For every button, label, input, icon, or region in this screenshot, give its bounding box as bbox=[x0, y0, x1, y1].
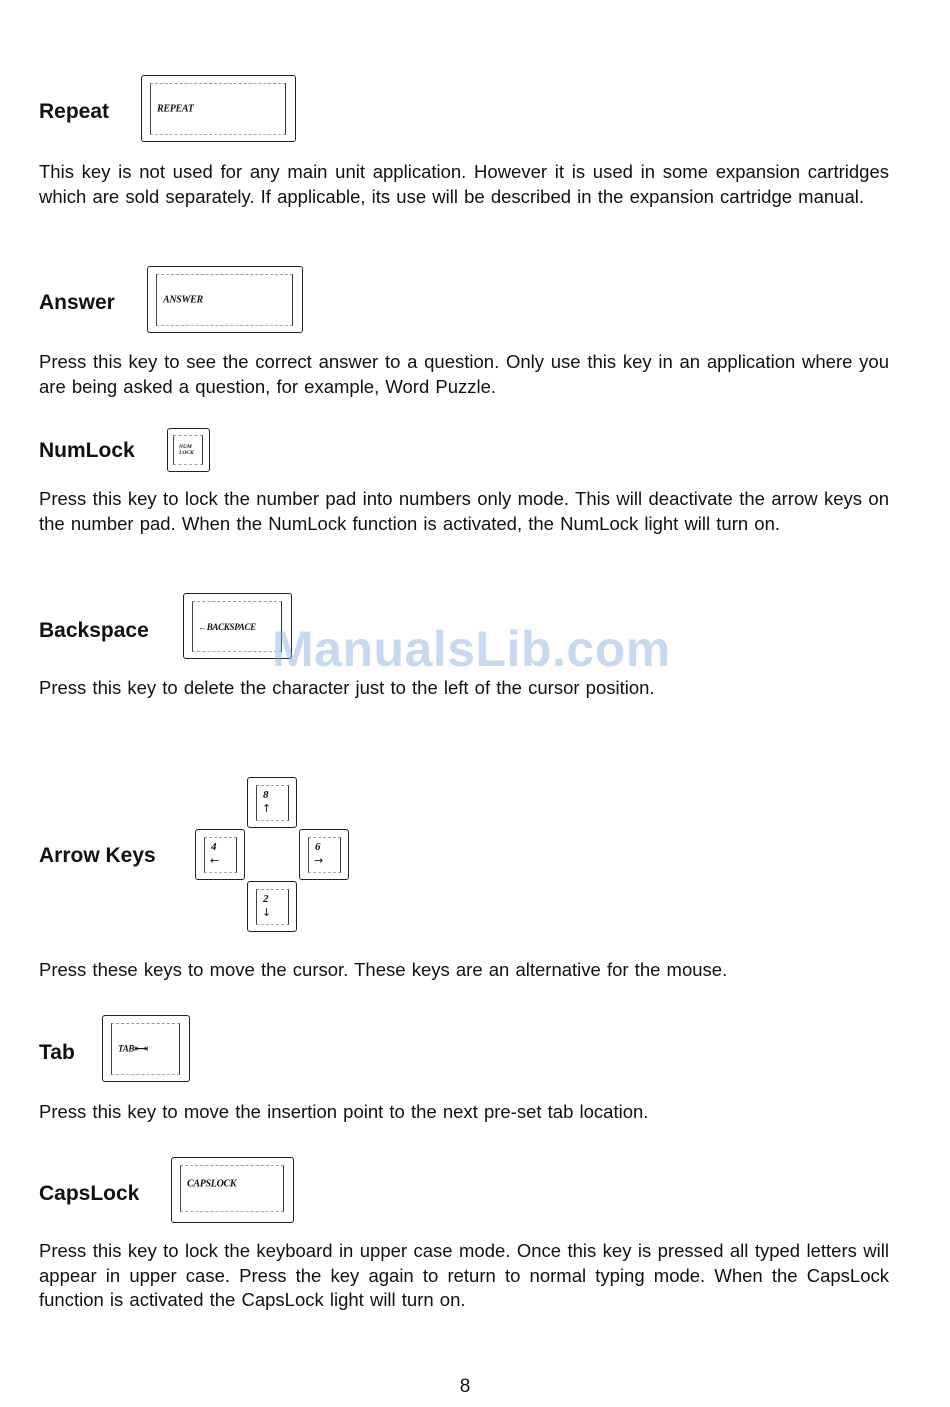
capslock-key-icon bbox=[171, 1157, 294, 1223]
arrow-keys-description: Press these keys to move the cursor. These keys are an alternative for the mouse. bbox=[39, 959, 728, 980]
down-arrow-icon: ↓ bbox=[262, 906, 272, 919]
tab-heading: Tab bbox=[39, 1041, 75, 1064]
arrow-keys-heading: Arrow Keys bbox=[39, 844, 156, 867]
left-arrow-key-icon bbox=[195, 829, 245, 880]
down-arrow-key-icon bbox=[247, 881, 297, 932]
numlock-key-icon bbox=[167, 428, 210, 472]
tab-description: Press this key to move the insertion point to the next pre-set tab location. bbox=[39, 1101, 649, 1122]
right-arrow-key-icon bbox=[299, 829, 349, 880]
numlock-key-label bbox=[179, 444, 194, 456]
numlock-key-label-line2: LOCK bbox=[179, 450, 194, 456]
tab-key-label bbox=[118, 1044, 147, 1055]
answer-heading: Answer bbox=[39, 291, 115, 314]
repeat-description: This key is not used for any main unit application. However it is used in some expansion cartridges which are sold separately. If applicable, its use will be described in the expansion cartridge manual. bbox=[39, 161, 889, 207]
page-number: 8 bbox=[459, 1376, 471, 1397]
backspace-heading: Backspace bbox=[39, 619, 149, 642]
tab-key-text: TAB bbox=[118, 1043, 135, 1054]
capslock-heading: CapsLock bbox=[39, 1182, 140, 1205]
answer-key-label: ANSWER bbox=[163, 294, 203, 306]
tab-arrows-icon: ⇤⇥ bbox=[134, 1044, 148, 1055]
right-key-digit: 6 bbox=[315, 841, 321, 853]
down-key-digit: 2 bbox=[263, 893, 269, 905]
manualslib-watermark: ManualsLib.com bbox=[272, 621, 671, 677]
repeat-key-icon bbox=[141, 75, 296, 142]
up-arrow-key-icon bbox=[247, 777, 297, 828]
left-arrow-icon: ← bbox=[210, 854, 220, 867]
numlock-key-label-line1: NUM bbox=[179, 444, 192, 450]
answer-key-icon bbox=[147, 266, 303, 333]
tab-key-icon bbox=[102, 1015, 190, 1082]
repeat-heading: Repeat bbox=[39, 100, 110, 123]
capslock-description: Press this key to lock the keyboard in upper case mode. Once this key is pressed all typed letters will appear in upper case. Press the key again to return to normal typing mode. When the CapsLock function is activated the CapsLock light will turn on. bbox=[39, 1240, 889, 1310]
numlock-heading: NumLock bbox=[39, 439, 135, 462]
answer-description: Press this key to see the correct answer to a question. Only use this key in an application where you are being asked a question, for example, Word Puzzle. bbox=[39, 351, 889, 397]
up-arrow-icon: ↑ bbox=[262, 802, 272, 815]
right-arrow-icon: → bbox=[314, 854, 324, 867]
backspace-key-label: ←BACKSPACE bbox=[198, 621, 256, 632]
numlock-description: Press this key to lock the number pad into numbers only mode. This will deactivate the arrow keys on the number pad. When the NumLock function is activated, the NumLock light will turn on. bbox=[39, 488, 889, 534]
left-key-digit: 4 bbox=[211, 841, 217, 853]
capslock-key-label: CAPSLOCK bbox=[187, 1178, 237, 1190]
up-key-digit: 8 bbox=[263, 789, 269, 801]
backspace-description: Press this key to delete the character just to the left of the cursor position. bbox=[39, 677, 655, 698]
repeat-key-label: REPEAT bbox=[157, 103, 194, 115]
